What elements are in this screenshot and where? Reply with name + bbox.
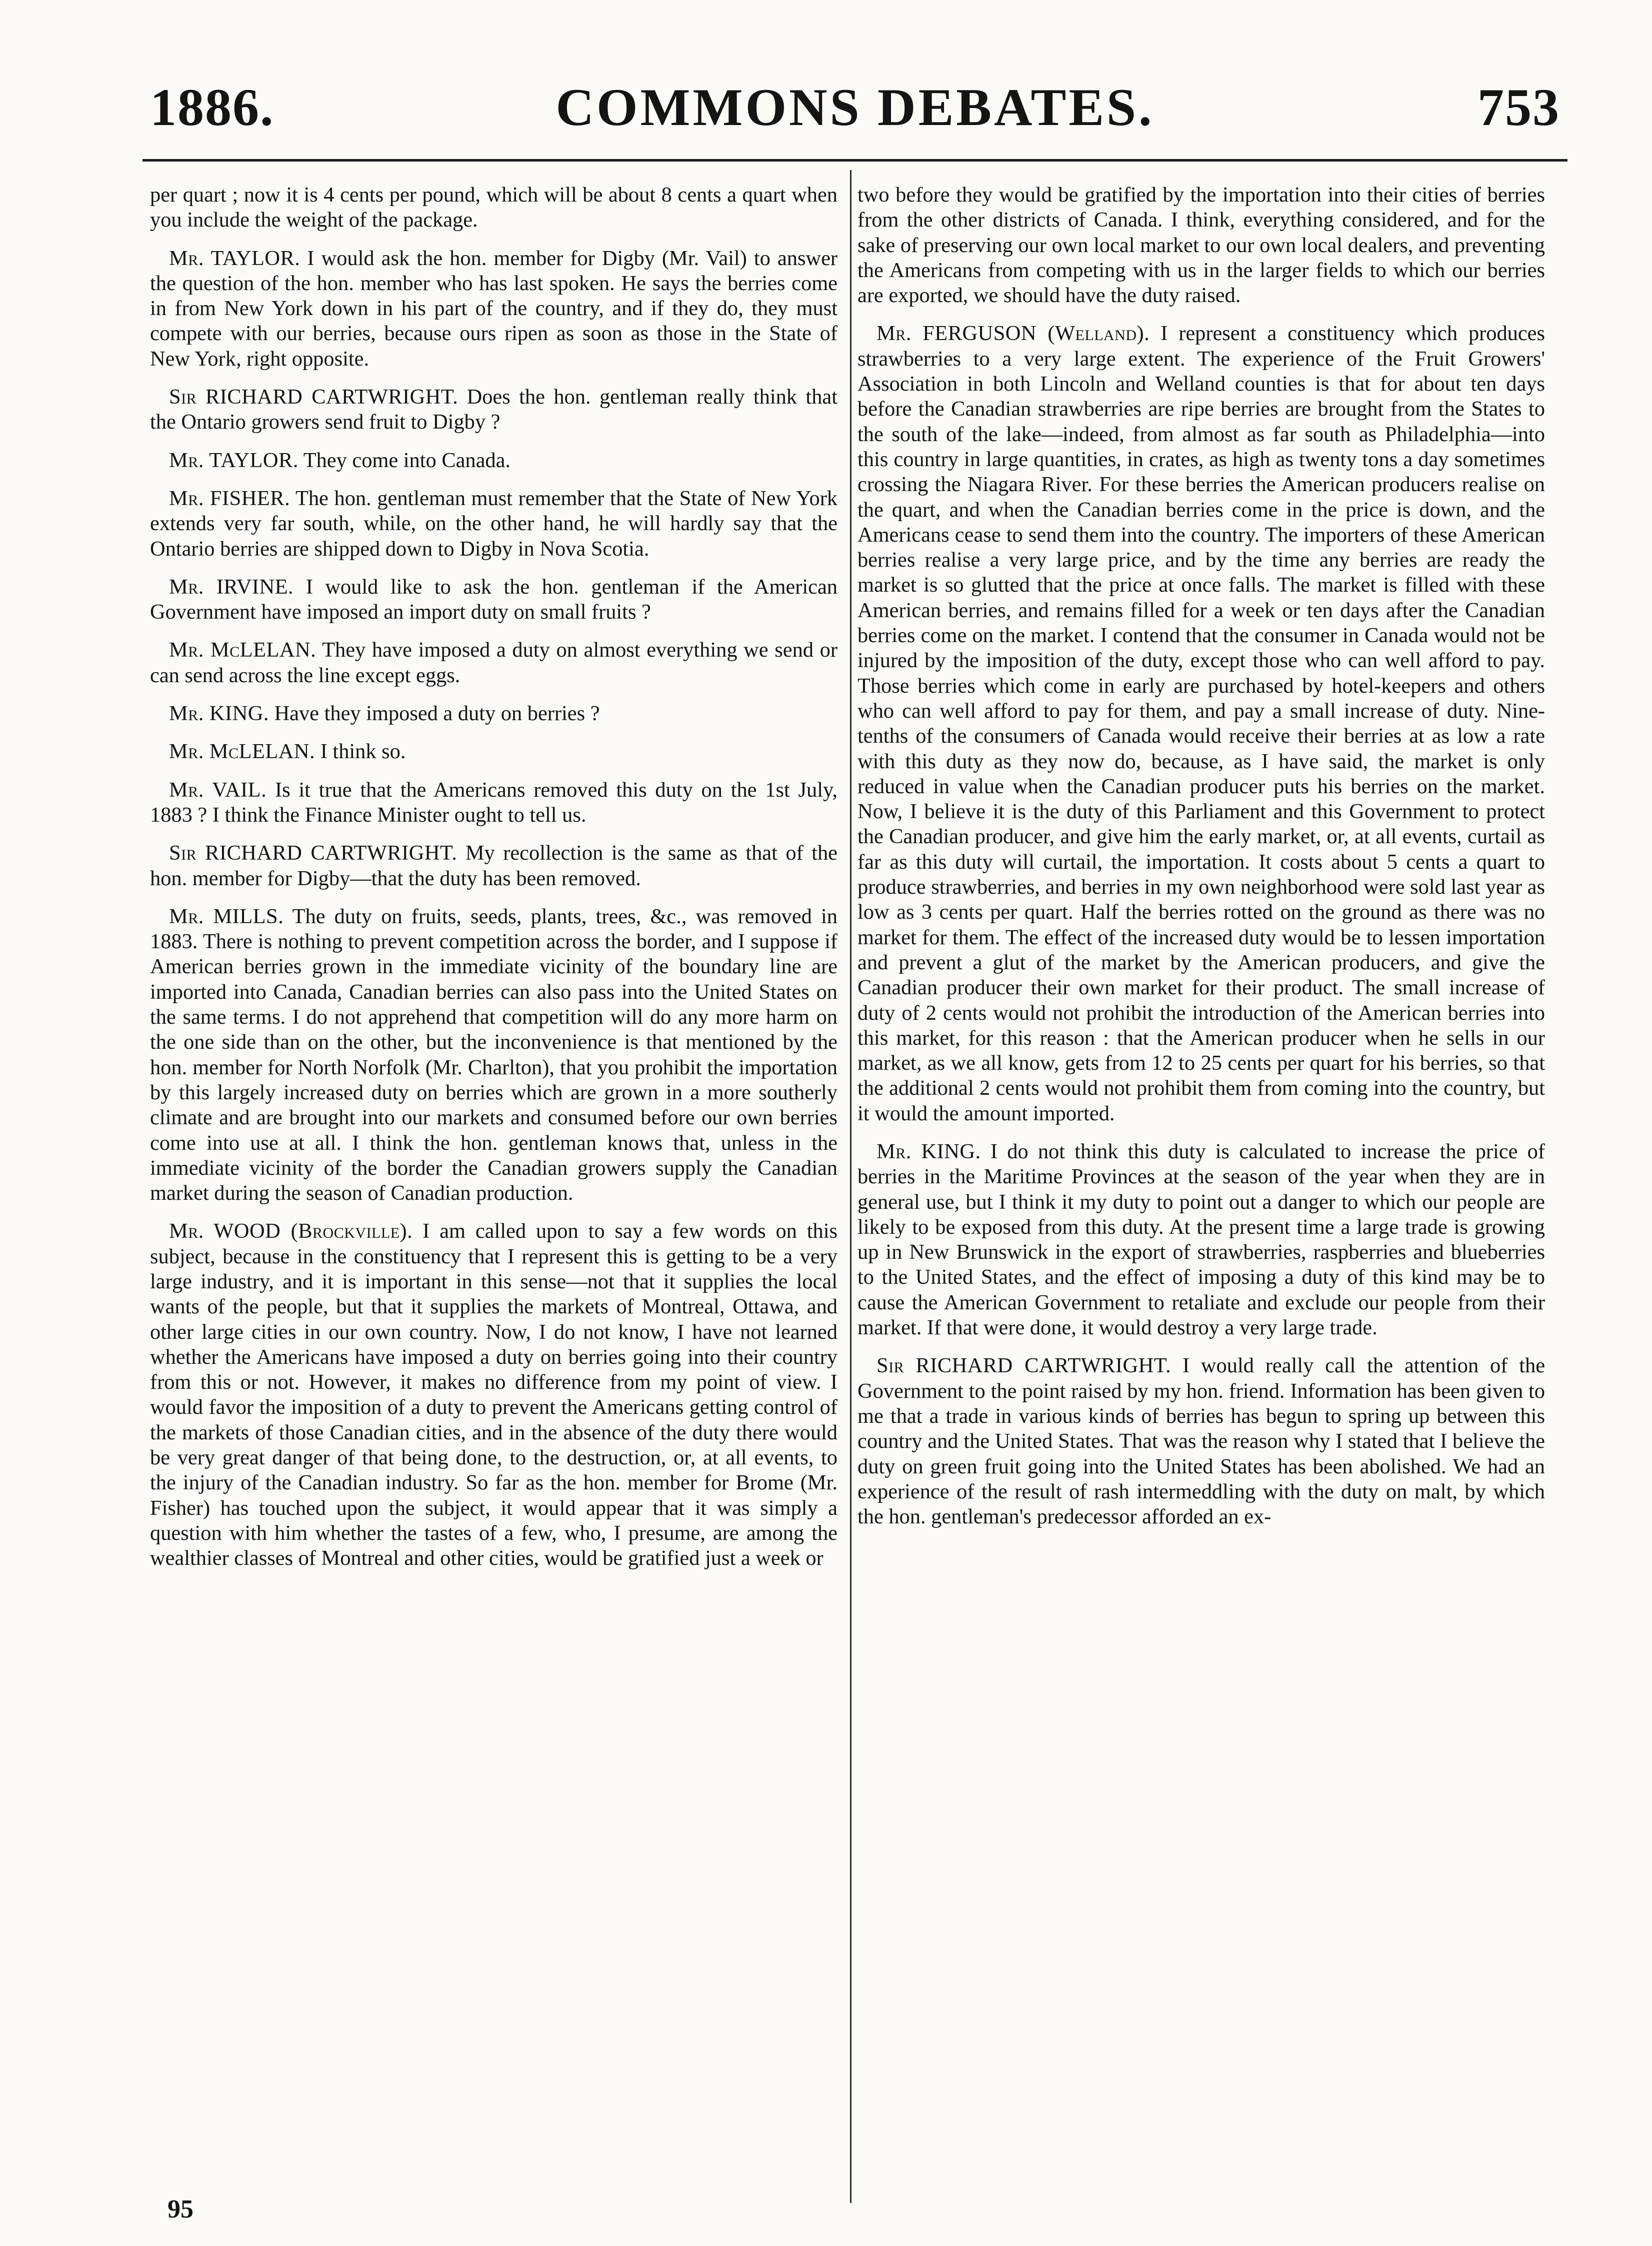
speech-paragraph: [150, 904, 838, 1206]
speech-paragraph: [150, 778, 838, 828]
speech-text: I represent a constituency which produces strawberries to a very large extent. The experience of the Fruit Growers' Association in both Lincoln and Welland counties is that for about ten days before the Canadian strawberries are ripe berries are brought from the States to the south of the lake—indeed, from almost as far south as Philadelphia—into this country in large quantities, in crates, as high as twenty tons a day sometimes crossing the Niagara River. For these berries the American producers realise on the quart, and when the Canadian berries come in the price is down, and the Americans cease to send them into the country. The importers of these American berries realise a very large price, and by the time any berries are ready the market is so glutted that the price at once falls. The market is filled with these American berries, and remains filled for a week or ten days after the Canadian berries come on the market. I contend that the consumer in Canada would not be injured by the imposition of the duty, except those who can well afford to pay. Those berries which come in early are purchased by hotel-keepers and others who can well afford to pay for them, and pay a small increase of duty. Nine-tenths of the consumers of Canada would receive their berries at as low a rate with this duty as they now do, because, as I have said, the market is only reduced in value when the Canadian producer puts his berries on the market. Now, I believe it is the duty of this Parliament and this Government to protect the Canadian producer, and give him the early market, or, at all events, curtail as far as this duty will curtail, the importation. It costs about 5 cents a quart to produce strawberries, and berries in my own neighborhood were sold last year as low as 3 cents per quart. Half the berries rotted on the ground as there was no market for them. The effect of the increased duty would be to lessen importation and prevent a glut of the market by the American producers, and give the Canadian producer their own market for their product. The small increase of duty of 2 cents would not prohibit the introduction of the American berries into this market, for this reason : that the American producer when he sells in our market, as we all know, gets from 12 to 25 cents per quart for his berries, so that the additional 2 cents would not prohibit them from coming into the country, but it would the amount imported.: [858, 322, 1545, 1125]
speech-text: I am called upon to say a few words on this subject, because in the constituency that I represent this is getting to be a very large industry, and it is important in this sense—not that it supplies the local wants of the people, but that it supplies the markets of Montreal, Ottawa, and other large cities in our own country. Now, I do not know, I have not learned whether the Americans have imposed a duty on berries going into their country from this or not. However, it makes no difference from my point of view. I would favor the imposition of a duty to prevent the Americans getting control of the markets of those Canadian cities, and in the absence of the duty there would be very great danger of that being done, to the destruction, or, at all events, to the injury of the Canadian industry. So far as the hon. member for Brome (Mr. Fisher) has touched upon the subject, it would appear that it was simply a question with him whether the tastes of a few, who, I presume, are among the wealthier classes of Montreal and other cities, would be gratified just a week or: [150, 1219, 838, 1570]
speech-paragraph: [150, 246, 838, 372]
speech-paragraph: [150, 841, 838, 891]
speech-text: I would ask the hon. member for Digby (Mr. Vail) to answer the question of the hon. member who has last spoken. He says the berries come in from New York down in his part of the country, and if they do, they must compete with our berries, because ours ripen as soon as those in the State of New York, right opposite.: [150, 246, 838, 371]
speaker-name: Mr. TAYLOR.: [169, 448, 298, 472]
speech-text: They have imposed a duty on almost everything we send or can send across the line except eggs.: [150, 638, 838, 687]
speech-paragraph: [858, 321, 1545, 1126]
header-title: COMMONS DEBATES.: [556, 78, 1154, 137]
speech-text: The hon. gentleman must remember that the State of New York extends very far south, while, on the other hand, he will hardly say that the Ontario berries are shipped down to Digby in Nova Scotia.: [150, 486, 838, 561]
speech-paragraph: [150, 385, 838, 435]
speech-text: I would really call the attention of the Government to the point raised by my hon. friend. Information has been given to me that a trade in various kinds of berries has begun to spring up between this country and the United States. That was the reason why I stated that I believe the duty on green fruit going into the United States has been abolished. We had an experience of the result of rash intermeddling with the duty on malt, by which the hon. gentleman's predecessor afforded an ex-: [858, 1354, 1546, 1529]
speech-paragraph: [150, 701, 838, 726]
speaker-name: Mr. WOOD (Brockville).: [169, 1219, 413, 1243]
speech-paragraph: [858, 183, 1545, 308]
speaker-name: Mr. McLELAN.: [169, 740, 316, 764]
speech-text: Have they imposed a duty on berries ?: [274, 702, 600, 726]
speaker-name: Mr. MILLS.: [169, 904, 284, 928]
speech-paragraph: [858, 1353, 1545, 1529]
speech-text: I do not think this duty is calculated to increase the price of berries in the Maritime Provinces at the season of the year when they are in general use, but I think it my duty to point out a danger to which our people are likely to be exposed from this duty. At the present time a large trade is growing up in New Brunswick in the export of strawberries, raspberries and blueberries to the United States, and the effect of imposing a duty of this kind may be to cause the American Government to retaliate and exclude our people from their market. If that were done, it would destroy a very large trade.: [858, 1139, 1545, 1340]
speech-text: They come into Canada.: [303, 448, 511, 472]
speaker-name: Mr. FERGUSON (Welland).: [876, 322, 1150, 346]
speaker-name: Mr. McLELAN.: [169, 638, 316, 662]
left-column: [150, 183, 838, 1584]
speech-text: I think so.: [320, 740, 406, 764]
speaker-name: Mr. TAYLOR.: [169, 246, 300, 270]
header-rule: [142, 159, 1568, 162]
column-divider: [850, 170, 852, 2203]
speech-paragraph: [150, 575, 838, 625]
right-column: [858, 183, 1545, 1542]
header-page-number: 753: [1478, 78, 1560, 137]
speech-paragraph: [150, 448, 838, 473]
speaker-name: Sir RICHARD CARTWRIGHT.: [169, 385, 458, 409]
speaker-name: Mr. KING.: [169, 702, 269, 726]
speech-text: per quart ; now it is 4 cents per pound, which will be about 8 cents a quart when you include the weight of the package.: [150, 183, 838, 232]
speech-text: Is it true that the Americans removed this duty on the 1st July, 1883 ? I think the Finance Minister ought to tell us.: [150, 778, 838, 827]
speech-paragraph: [150, 183, 838, 233]
signature-mark: 95: [168, 2195, 194, 2223]
speech-paragraph: [150, 486, 838, 562]
speech-text: I would like to ask the hon. gentleman if the American Government have imposed an import duty on small fruits ?: [150, 575, 838, 624]
speaker-name: Sir RICHARD CARTWRIGHT.: [169, 841, 458, 865]
speaker-name: Mr. KING.: [876, 1139, 981, 1163]
speech-paragraph: [150, 638, 838, 688]
speaker-name: Sir RICHARD CARTWRIGHT.: [876, 1354, 1172, 1378]
speech-paragraph: [858, 1139, 1545, 1340]
speech-text: My recollection is the same as that of the hon. member for Digby—that the duty has been removed.: [150, 841, 838, 890]
page-header: [150, 80, 1560, 135]
speaker-name: Mr. FISHER.: [169, 486, 290, 510]
speech-text: The duty on fruits, seeds, plants, trees, &c., was removed in 1883. There is nothing to prevent competition across the border, and I suppose if American berries grown in the immediate vicinity of the boundary line are imported into Canada, Canadian berries can also pass into the United States on the same terms. I do not apprehend that competition will do any more harm on the one side than on the other, but the inconvenience is that mentioned by the hon. member for North Norfolk (Mr. Charlton), that you prohibit the importation by this largely increased duty on berries which are grown in a more southerly climate and are brought into our markets and consumed before our own berries come into use at all. I think the hon. gentleman knows that, unless in the immediate vicinity of the border the Canadian growers supply the Canadian market during the season of Canadian production.: [150, 904, 838, 1205]
speech-text: two before they would be gratified by the importation into their cities of berries from the other districts of Canada. I think, everything considered, and for the sake of preserving our own local market to our own local dealers, and preventing the Americans from competing with us in the larger fields to which our berries are exported, we should have the duty raised.: [858, 183, 1545, 308]
speech-paragraph: [150, 1219, 838, 1571]
header-year: 1886.: [150, 78, 274, 137]
speech-paragraph: [150, 739, 838, 764]
speaker-name: Mr. VAIL.: [169, 778, 267, 802]
speech-text: Does the hon. gentleman really think that the Ontario growers send fruit to Digby ?: [150, 385, 838, 434]
speaker-name: Mr. IRVINE.: [169, 575, 294, 599]
